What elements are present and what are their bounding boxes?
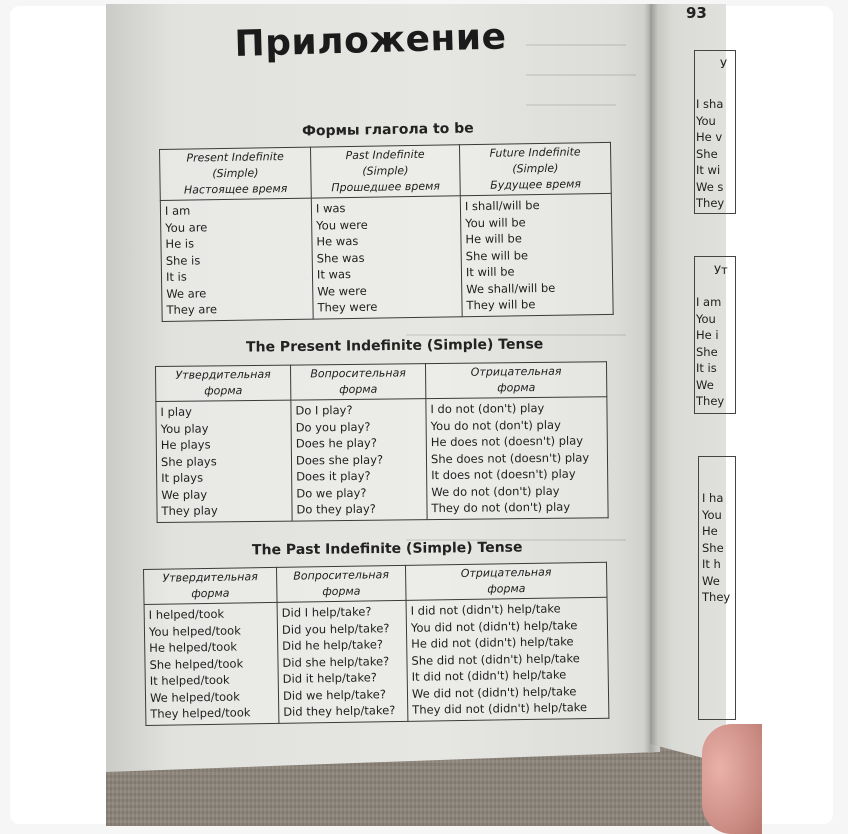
cell-line: She was <box>316 250 365 266</box>
cell-line: She <box>696 146 718 161</box>
right-page-header-2: Ут <box>714 263 728 277</box>
cell-line: He is <box>165 236 195 251</box>
cell-line: It is <box>165 269 187 284</box>
present-negative-cell <box>426 397 608 519</box>
to-be-heading: Формы глагола to be <box>301 120 474 140</box>
cell-line: I sha <box>696 97 724 111</box>
book-gutter <box>644 4 658 752</box>
cell-line: You do not (don't) play <box>430 417 561 433</box>
present-affirmative-cell <box>156 400 292 522</box>
table-row <box>144 597 609 725</box>
cell-line: They <box>696 196 725 210</box>
cell-line: They will be <box>466 297 536 313</box>
past-negative-cell <box>406 597 609 721</box>
cell-line: Did he help/take? <box>282 637 384 653</box>
cell-line: We do not (don't) play <box>431 483 560 499</box>
cell-line: They <box>696 394 725 408</box>
cell-line: She will be <box>465 247 529 263</box>
cell-line: We did not (didn't) help/take <box>411 683 577 701</box>
page-number: 93 <box>686 4 707 22</box>
cell-line: Does he play? <box>295 435 377 451</box>
cell-line: He <box>702 524 718 538</box>
cell-line: He i <box>696 328 719 342</box>
cell-line: She plays <box>160 453 217 469</box>
past-affirmative-cell <box>144 602 279 725</box>
cell-line: It h <box>702 557 721 571</box>
right-page-block-2 <box>696 294 724 410</box>
cell-line: He was <box>316 233 359 249</box>
to-be-header-future: Future Indefinite (Simple) Будущее время <box>459 142 611 195</box>
to-be-future-cell <box>460 193 613 316</box>
right-page-block-3 <box>702 490 730 606</box>
cell-line: Did we help/take? <box>282 686 386 703</box>
cell-line: He v <box>696 130 723 144</box>
cell-line: They helped/took <box>150 705 251 721</box>
cell-line: Does it play? <box>296 468 371 484</box>
cell-line: They did not (didn't) help/take <box>412 700 588 717</box>
cell-line: Did you help/take? <box>281 620 390 637</box>
present-heading: The Present Indefinite (Simple) Tense <box>245 336 544 356</box>
finger <box>702 724 762 834</box>
cell-line: It helped/took <box>149 672 230 688</box>
present-table <box>155 361 609 522</box>
present-header-negative: Отрицательная форма <box>425 362 606 399</box>
cell-line: I helped/took <box>148 606 225 622</box>
bleed-through-line <box>526 44 626 46</box>
cell-line: He did not (didn't) help/take <box>411 634 574 651</box>
cell-line: You <box>702 507 722 522</box>
cell-line: He helped/took <box>149 639 238 655</box>
past-table <box>143 562 609 726</box>
cell-line: She <box>702 540 724 555</box>
cell-line: I ha <box>702 491 724 505</box>
present-header-affirmative: Утвердительная форма <box>156 365 291 401</box>
cell-line: She does not (doesn't) play <box>430 449 590 466</box>
cell-line: It plays <box>161 470 204 485</box>
present-header-question: Вопросительная форма <box>290 364 425 400</box>
cell-line: We were <box>317 283 367 299</box>
page-title: Приложение <box>234 16 508 65</box>
cell-line: You were <box>316 217 368 233</box>
cell-line: Did they help/take? <box>283 703 396 719</box>
cell-line: We <box>696 377 714 392</box>
cell-line: Do I play? <box>295 402 353 418</box>
cell-line: They were <box>317 299 378 315</box>
cell-line: It wi <box>696 163 721 177</box>
cell-line: It did not (didn't) help/take <box>411 667 567 684</box>
past-heading: The Past Indefinite (Simple) Tense <box>251 539 523 559</box>
past-header-question: Вопросительная форма <box>276 565 406 602</box>
past-header-negative: Отрицательная форма <box>405 562 607 600</box>
cell-line: You helped/took <box>148 622 241 639</box>
cell-line: I did not (didn't) help/take <box>410 601 561 618</box>
to-be-header-past: Past Indefinite (Simple) Прошедшее время <box>310 145 460 198</box>
cell-line: He plays <box>160 437 211 452</box>
to-be-past-cell <box>311 196 462 319</box>
cell-line: It will be <box>465 264 515 280</box>
cell-line: We are <box>166 285 207 301</box>
bleed-through-line <box>526 74 636 76</box>
cell-line: We shall/will be <box>466 280 556 296</box>
cell-line: You play <box>160 420 209 436</box>
cell-line: I am <box>696 295 722 309</box>
past-question-cell <box>277 600 408 723</box>
table-row <box>156 397 608 522</box>
present-question-cell <box>291 399 427 521</box>
cell-line: Do we play? <box>296 485 367 501</box>
cell-line: I shall/will be <box>464 198 540 214</box>
cell-line: She <box>696 344 718 359</box>
table-row <box>160 193 613 321</box>
cell-line: She is <box>165 252 201 268</box>
cell-line: Do you play? <box>295 419 371 435</box>
cell-line: We helped/took <box>149 688 240 705</box>
cell-line: I am <box>164 203 191 218</box>
cell-line: Do they play? <box>296 501 376 517</box>
cell-line: We s <box>696 179 724 194</box>
cell-line: He does not (doesn't) play <box>430 433 584 450</box>
cell-line: Did it help/take? <box>282 670 377 686</box>
cell-line: We <box>702 573 720 588</box>
bleed-through-line <box>526 104 616 106</box>
cell-line: She did not (didn't) help/take <box>411 650 580 668</box>
cell-line: They play <box>161 503 218 518</box>
cell-line: It is <box>696 361 717 375</box>
to-be-header-present: Present Indefinite (Simple) Настоящее время <box>160 147 312 200</box>
cell-line: They are <box>166 302 218 317</box>
past-header-affirmative: Утвердительная форма <box>144 567 278 604</box>
cell-line: Did I help/take? <box>281 604 372 620</box>
book-photo <box>106 4 731 826</box>
cell-line: Did she help/take? <box>282 653 390 670</box>
cell-line: They <box>702 590 731 604</box>
cell-line: You <box>696 311 716 326</box>
cell-line: You will be <box>465 214 526 230</box>
cell-line: It does not (doesn't) play <box>431 466 576 483</box>
right-page-block-1 <box>696 96 724 212</box>
cell-line: I play <box>160 404 192 419</box>
right-page-header-1: У <box>720 57 728 71</box>
cell-line: She helped/took <box>149 655 244 672</box>
cell-line: You <box>696 113 716 128</box>
cell-line: Does she play? <box>295 452 384 468</box>
cell-line: You are <box>165 219 208 235</box>
cell-line: He will be <box>465 231 522 247</box>
to-be-present-cell <box>160 198 313 321</box>
bleed-through-line <box>406 334 626 336</box>
to-be-table <box>159 142 614 322</box>
cell-line: I was <box>315 201 346 216</box>
cell-line: You did not (didn't) help/take <box>410 617 578 635</box>
cell-line: It was <box>316 267 352 282</box>
cell-line: I do not (don't) play <box>430 400 545 417</box>
cell-line: We play <box>161 486 208 502</box>
cell-line: They do not (don't) play <box>431 499 571 516</box>
